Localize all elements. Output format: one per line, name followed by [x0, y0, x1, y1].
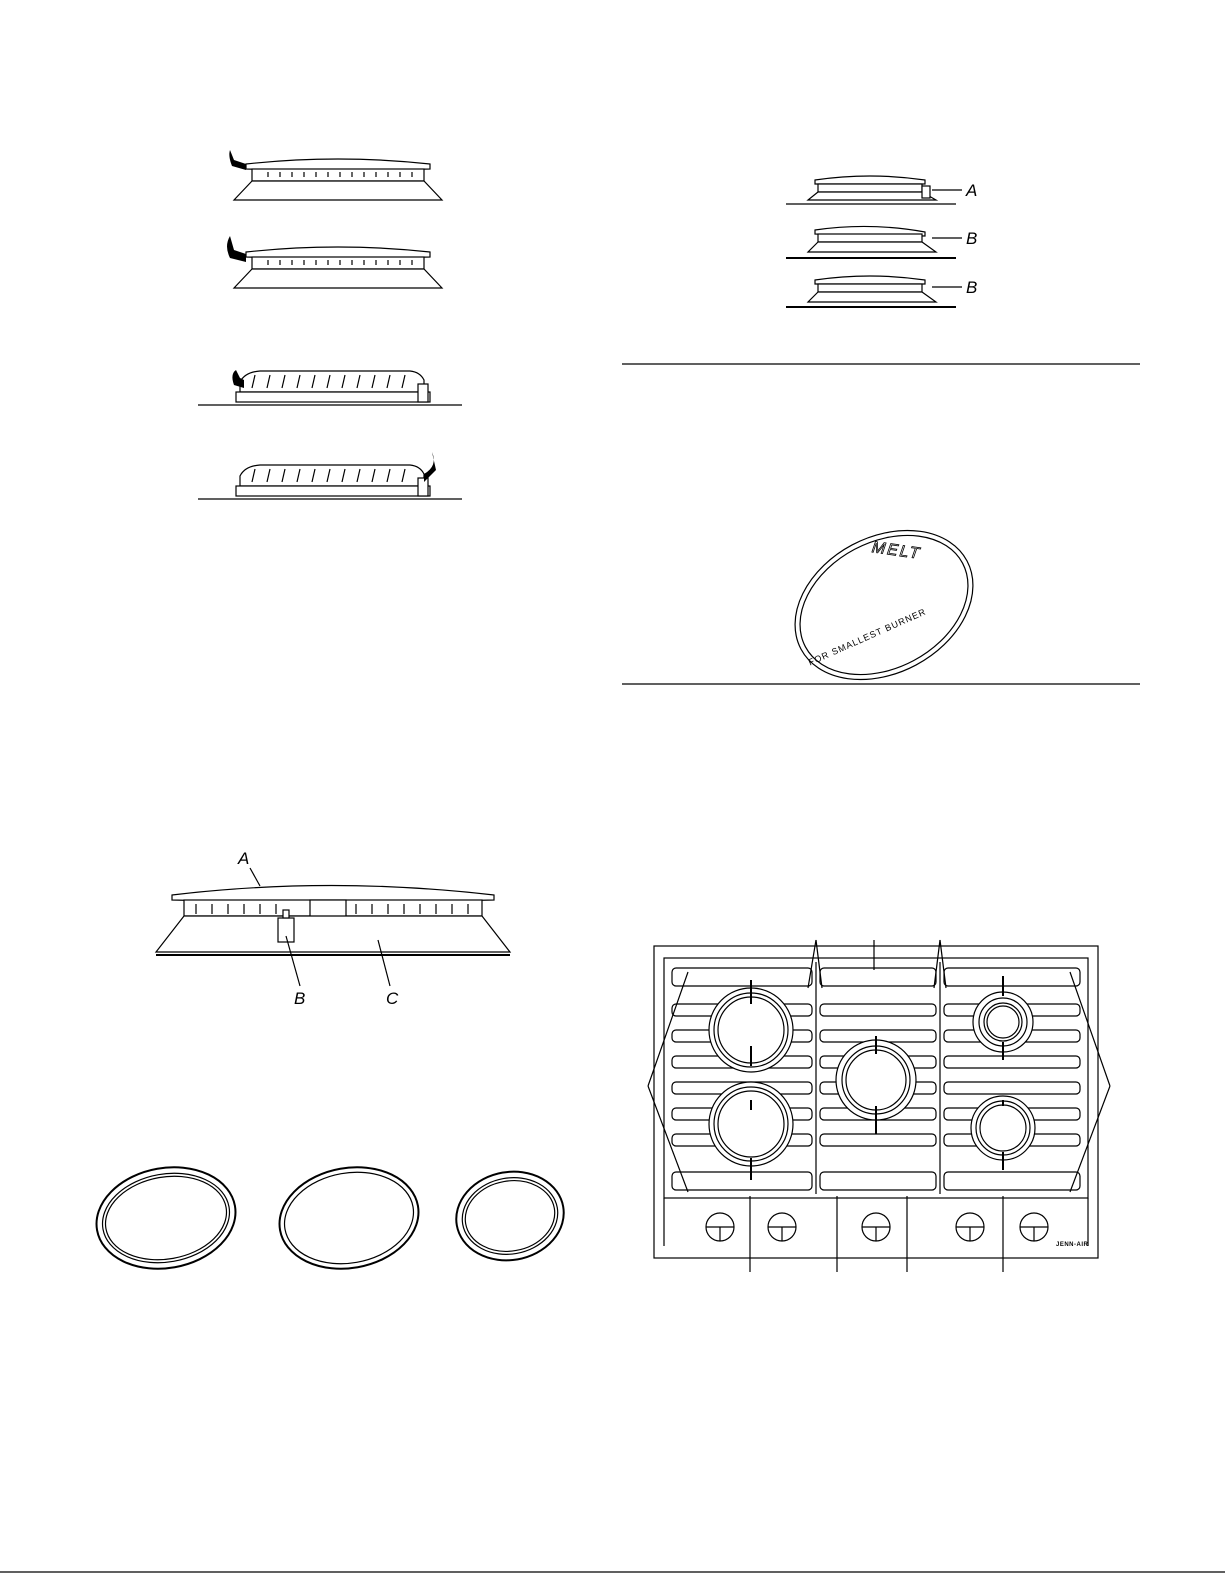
label-b-cap: B [294, 989, 306, 1008]
control-knob-2 [768, 1213, 796, 1241]
burner-alignment-view-b2 [786, 276, 977, 307]
burner-alignment-view-b1 [786, 226, 977, 258]
arrow-icon [229, 150, 246, 170]
burner-left-front [709, 1082, 793, 1166]
control-knob-4 [956, 1213, 984, 1241]
arrow-icon [227, 236, 246, 262]
control-knob-1 [706, 1213, 734, 1241]
burner-ring-medium [271, 1157, 426, 1280]
melt-cap [769, 501, 999, 709]
melt-subtitle: FOR SMALLEST BURNER [806, 606, 928, 668]
burner-side-view-2 [227, 236, 442, 288]
label-b-2: B [966, 278, 978, 297]
burner-side-view-1 [229, 150, 442, 200]
burner-alignment-view-a [786, 176, 977, 204]
label-a-cap: A [238, 849, 250, 868]
burner-cap-diagram [156, 849, 510, 1008]
brand-logo: JENN-AIR [1056, 1242, 1089, 1248]
control-knob-5 [1020, 1213, 1048, 1241]
burner-ring-small [449, 1163, 571, 1268]
burner-grate-side-view-2 [198, 452, 462, 499]
label-b-1: B [966, 229, 978, 248]
cooktop-top-view [648, 940, 1110, 1272]
arrow-icon [424, 452, 436, 482]
burner-ring-large [88, 1157, 243, 1280]
label-a: A [966, 181, 978, 200]
control-knob-3 [862, 1213, 890, 1241]
melt-title: MELT [870, 539, 923, 563]
burner-grate-side-view-1 [198, 370, 462, 405]
label-c-cap: C [386, 989, 399, 1008]
